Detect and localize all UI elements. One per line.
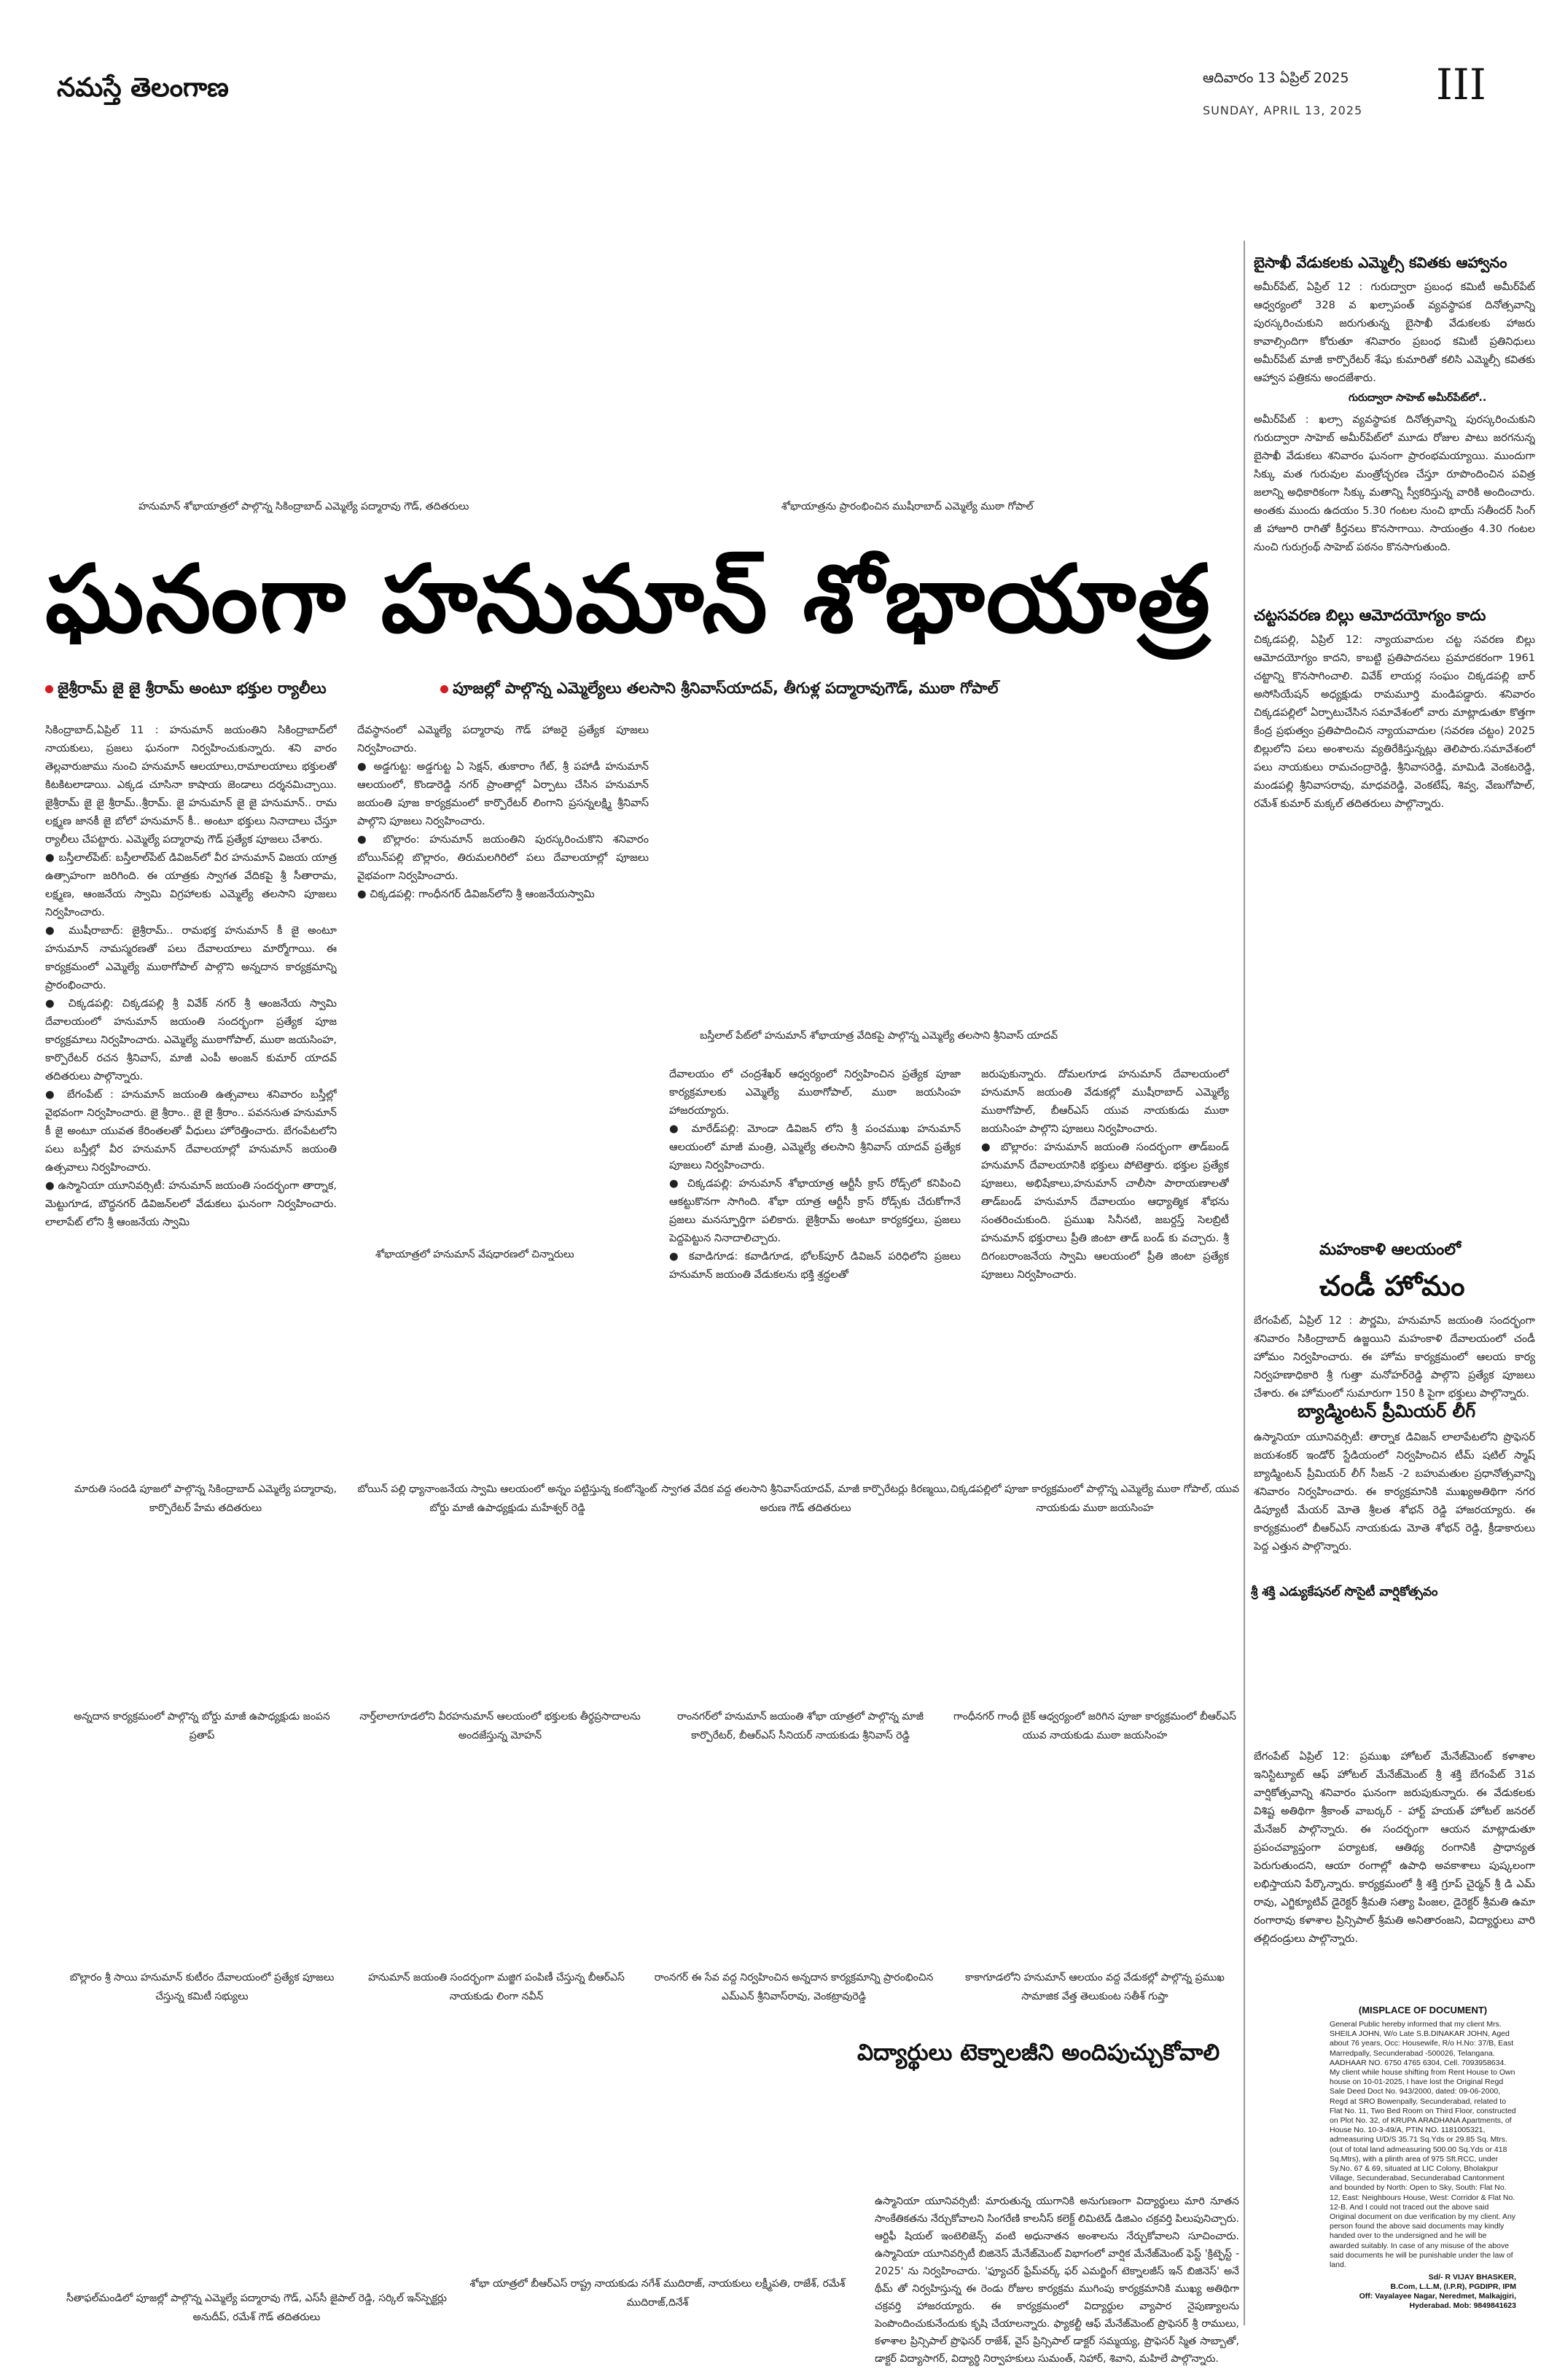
side-story1-body2: అమీర్‌పేట్ : ఖల్సా వ్యవస్థాపక దినోత్సవాన్ని పురస్కరించుకుని గురుద్వారా సాహెబ్ అమీర్‌పేట్‌లో మూడు రోజుల పాటు జరగనున్న బైసాఖీ వేడుకలు శనివారం ఘనంగా ప్రారంభమయ్యాయి. ముందుగా సిక్కు మత గురువుల మంత్రోచ్ఛరణ చేస్తూ రూపొందించిన పవిత్ర జలాన్ని అధికారికంగా సిక్కు మతాన్ని స్వీకరిస్తున్న వారికి అందించారు. అంతకు ముందు ఉదయం 5.30 గంటల నుంచి భాయ్ సతీందర్ సింగ్ జీ హాజూరి రాగితో కీర్తనలు కొనసాగాయి. సాయంత్రం 4.30 గంటల నుంచి గురుగ్రంథ్ సాహెబ్ పఠనం కొనసాగుతుంది. (1254, 414, 1535, 553)
photo-row1-caption-4: చిక్కడపల్లిలో పూజా కార్యక్రమంలో పాల్గొన్న ఎమ్మెల్యే ముఠా గోపాల్, యువ నాయకుడు ముఠా జయసింహ (950, 1483, 1240, 1514)
date-english: SUNDAY, APRIL 13, 2025 (1203, 104, 1363, 117)
photo-row2-caption-4: గాంధీనగర్ గాంధీ బైక్ ఆధ్వర్యంలో జరిగిన పూజా కార్యక్రమంలో బీఆర్‌ఎస్ యువ నాయకుడు ముఠా జయసింహ (953, 1711, 1236, 1741)
notice-body: General Public hereby informed that my client Mrs. SHEILA JOHN, W/o Late S.B.DINAKAR JOHN, Aged about 76 years, Occ: Housewife, R/o H.No: 37/B, East Marredpally, Secunderabad -500026, Telangana. AADHAAR NO. 6750 4765 6304, Cell. 7093958634. My client while house shifting from Rent House to Own house on 10-01-2025, I have lost the Original Regd Sale Deed Doct No. 943/2000, dated: 09-06-2000, Regd at SRO Bowenpally, Secunderabad, related to Flat No. 11, Two Bed Room on Third Floor, constructed on Plot No. 32, of KRUPA ARADHANA Apartments, of House No. 10-3-49/A, PTIN NO. 1181005321, admeasuring U/D/S 35.71 Sq.Yds or 29.85 Sq. Mtrs.(out of total land admeasuring 500.00 Sq.Yds or 418 Sq.Mtrs), with a plinth area of 975 Sft.RCC, under Sy.No. 67 & 69, situated at LIC Colony, Bholakpur Village, Secunderabad, Secunderabad Cantonment and bounded by North: Open to Sky, South: Flat No. 12, East: Neighbours House, West: Corridor & Flat No. 12-B. And I could not traced out the above said Original document on due verification by my client. Any person found the above said documents may kindly handed over to the undersigned and he will be awarded suitably. In case of any misuse of the above said documents he will be punishable under the law of land. (1330, 2020, 1516, 2270)
column-separator (1244, 241, 1245, 2325)
photo-row2-caption-3: రాంనగర్‌లో హనుమాన్ జయంతి శోభా యాత్రలో పాల్గొన్న మాజీ కార్పొరేటర్, బీఆర్‌ఎస్ సీనియర్ నాయకుడు శ్రీనివాస్ రెడ్డి (677, 1711, 924, 1741)
side-story4-body: ఉస్మానియా యూనివర్సిటీ: తార్నాక డివిజన్ లాలాపేటలోని ప్రొఫెసర్ జయశంకర్ ఇండోర్ స్టేడియంలో నిర్వహించిన టీమ్ షటిల్ స్మాష్ బ్యాడ్మింటన్ ప్రీమియర్ లీగ్ సీజన్ -2 బహుమతుల ప్రధానోత్సవాన్ని శనివారం నిర్వహించారు. ఈ కార్యక్రమానికి ముఖ్యఅతిథిగా నగర డిప్యూటీ మేయర్ మోతె శ్రీలత శోభన్ రెడ్డి హాజరయ్యారు. ఈ కార్యక్రమంలో బీఆర్‌ఎస్ నాయకుడు మోతె శోభన్ రెడ్డి, క్రీడాకారులు పెద్ద ఎత్తున పాల్గొన్నారు. (1254, 1432, 1535, 1553)
side-story5-headline: శ్రీ శక్తి ఎడ్యుకేషనల్ సొసైటీ వార్షికోత్సవం (1251, 1585, 1438, 1599)
paper-name: నమస్తే తెలంగాణ (57, 73, 229, 103)
side-story1-subhead: గురుద్వారా సాహెబ్ అమీర్‌పేట్‌లో.. (1349, 392, 1487, 404)
photo-row4-caption-2: శోభా యాత్రలో బీఆర్‌ఎస్ రాష్ట్ర నాయకుడు నగేశ్ ముదిరాజ్, నాయకులు లక్ష్మీపతి, రాజేశ్, రమేశ్ ముదిరాజ్,దినేశ్ (469, 2278, 846, 2309)
bottom-story-body: ఉస్మానియా యూనివర్సిటీ: మారుతున్న యుగానికి అనుగుణంగా విద్యార్థులు మారి నూతన సాంకేతికతను నేర్చుకోవాలని సింగరేణి కాలనీస్ కలెక్ట్ లిమిటెడ్ డిజిఎం చక్రవర్తి పిలుపునిచ్చారు. ఆర్టిఫీ షియల్ ఇంటెలిజెన్స్ వంటి అధునాతన అంశాలను నేర్చుకోవాలని సూచించారు. ఉస్మానియా యూనివర్సిటీ బిజినెస్ మేనేజ్‌మెంట్ విభాగంలో వార్షిక మేనేజ్‌మెంట్ ఫెస్ట్ 'క్రిట్ఫెస్ట్ - 2025' ను నిర్వహించారు. 'ఫ్యూచర్ ఫ్రేమ్‌వర్క్ ఫర్ ఎమర్జింగ్ టెక్నాలజీస్ ఇన్ బిజినెస్' అనే థీమ్ తో నిర్వహిస్తున్న ఈ రెండు రోజుల కార్యక్రమ ముగింపు కార్యక్రమానికి ముఖ్య అతిథిగా చక్రవర్తి హాజరయ్యారు. ఈ కార్యక్రమంలో విద్యార్థుల వ్యాపార నైపుణ్యాలను పెంపొందించుకునేందుకు కృషి చేయాలన్నారు. ఫ్యాకల్టీ ఆఫ్ మేనేజ్‌మెంట్ ప్రొఫెసర్ శ్రీ రాములు, కళాశాల ప్రిన్సిపాల్ ప్రొఫెసర్ రాజేశ్, వైస్ ప్రిన్సిపాల్ డాక్టర్ సమ్మయ్య, ప్రొఫెసర్ స్మిత సాబ్బాతో, డాక్టర్ విద్యాసాగర్, విద్యార్థి నిర్వాహకులు సుమంత్, నిహార్, శివాని, మహిలే పాల్గొన్నారు. (875, 2196, 1239, 2365)
notice-title: (MISPLACE OF DOCUMENT) (1358, 2005, 1488, 2016)
photo-row1-caption-3: స్వాగత వేదిక వద్ద తలసాని శ్రీనివాస్‌యాదవ్, మాజీ కార్పొరేటర్లు కిరణ్మయి, అరుణ గౌడ్ తదితరులు (661, 1483, 950, 1514)
bullet-dot (440, 685, 448, 693)
photo-row3-caption-1: బొల్లారం శ్రీ సాయి హనుమాన్ కుటీరం దేవాలయంలో ప్రత్యేక పూజలు చేస్తున్న కమిటీ సభ్యులు (69, 1972, 335, 2002)
date-telugu: ఆదివారం 13 ఏప్రిల్ 2025 (1203, 70, 1349, 86)
bottom-story-headline: విద్యార్థులు టెక్నాలజీని అందిపుచ్చుకోవాలి (857, 2040, 1220, 2066)
main-story-col3: దేవాలయం లో చంద్రశేఖర్ ఆధ్వర్యంలో నిర్వహించిన ప్రత్యేక పూజా కార్యక్రమాలకు ఎమ్మెల్యే ముఠాగోపాల్, ముఠా జయసింహ హాజరయ్యారు. ● మారేడ్‌పల్లి: మోండా డివిజన్ లోని శ్రీ పంచముఖ హనుమాన్ ఆలయంలో మాజీ మంత్రి, ఎమ్మెల్యే తలసాని శ్రీనివాస్ యాదవ్ ప్రత్యేక పూజలు నిర్వహించారు. ● చిక్కడపల్లి: హనుమాన్ శోభాయాత్ర ఆర్టీసీ క్రాస్ రోడ్స్‌లో కనిపించి ఆకట్టుకొనగా సాగింది. శోభా యాత్ర ఆర్టీసీ క్రాస్ రోడ్స్‌కు చేరుకోగానే ప్రజలు మనస్ఫూర్తిగా పలికారు. జైశ్రీరామ్ అంటూ కార్యకర్తలు, ప్రజలు పెద్దపెట్టున నినాదాలిచ్చారు. ● కవాడిగూడ: కవాడిగూడ, భోలక్‌పూర్ డివిజన్ పరిధిలోని ప్రజలు హనుమాన్ జయంతి వేడుకలను భక్తి శ్రద్ధలతో (669, 1069, 961, 1281)
photo-row4-caption-1: సీతాఫల్‌మండిలో పూజల్లో పాల్గొన్న ఎమ్మెల్యే పద్మారావు గౌడ్, ఎస్‌సీ జైపాల్ రెడ్డి, సర్కిల్ ఇన్‌స్పెక్టర్లు అనుదీప్, రమేశ్ గౌడ్ తదితరులు (66, 2293, 448, 2323)
masthead (0, 0, 1557, 146)
notice-signature: Sd/- R VIJAY BHASKER, B.Com, L.L.M, (I.P.R), PGDIPR, IPM Off: Vayalayee Nagar, Neredmet, Malkajgiri, Hyderabad. Mob: 9849841623 (1359, 2273, 1516, 2311)
main-story-col1: సికింద్రాబాద్,ఏప్రిల్ 11 : హనుమాన్ జయంతిని సికింద్రాబాద్‌లో నాయకులు, ప్రజలు ఘనంగా నిర్వహించుకున్నారు. శని వారం తెల్లవారుజాము నుంచి హనుమాన్ ఆలయాలు,రామాలయాలు భక్తులతో కిటకిటలాడాయి. ఎక్కడ చూసినా కాషాయ జెండాలు దర్శనమిచ్చాయి. జైశ్రీరామ్ జై జై శ్రీరామ్..శ్రీరామ్. జై హనుమాన్ జై జై హనుమాన్.. రామ లక్ష్మణ జానకీ జై బోలో హనుమాన్ కీ.. అంటూ భక్తులు నినాదాలు చేస్తూ ర్యాలీలు చేపట్టారు. ఎమ్మెల్యే పద్మారావు గౌడ్ ప్రత్యేక పూజలు చేశారు. ● బస్తీలాల్‌పేట్: బస్తీలాల్‌పేట్ డివిజన్‌లో వీర హనుమాన్ విజయ యాత్ర ఉత్సాహంగా జరిగింది. ఈ యాత్రకు స్వాగత వేదికపై శ్రీ సీతారామ, లక్ష్మణ, ఆంజనేయ స్వామి విగ్రహాలకు ఎమ్మెల్యే తలసాని పూజలు నిర్వహించారు. ● ముషీరాబాద్: జైశ్రీరామ్.. రామభక్త హనుమాన్ కీ జై అంటూ హనుమాన్ నామస్మరణతో పలు దేవాలయాలు మార్మోగాయి. ఈ కార్యక్రమంలో ఎమ్మెల్యే ముఠాగోపాల్ పాల్గొని అన్నదాన కార్యక్రమాన్ని ప్రారంభించారు. ● చిక్కడపల్లి: చిక్కడపల్లి శ్రీ వివేక్ నగర్ శ్రీ ఆంజనేయ స్వామి దేవాలయంలో హనుమాన్ జయంతి సందర్భంగా ప్రత్యేక పూజ కార్యక్రమాలు నిర్వహించారు. ఎమ్మెల్యే ముఠాగోపాల్, ముఠా జయసింహ, కార్పొరేటర్ రచన శ్రీనివాస్, మాజీ ఎంపీ అంజన్ కుమార్ యాదవ్ తదితరులు పాల్గొన్నారు. ● బేగంపేట్ : హనుమాన్ జయంతి ఉత్సవాలు శనివారం బస్తీల్లో వైభవంగా నిర్వహించారు. జై శ్రీరాం.. జై జై శ్రీరాం.. పవనసుత హనుమాన్ కీ జై అంటూ యువత కేరింతలతో వీధులు హోరెత్తించారు. బేగంపేటలోని పలు బస్తీల్లో వీర హనుమాన్ దేవాలయాల్లో హనుమాన్ జయంతి ఉత్సవాలు నిర్వహించారు. ● ఉస్మానియా యూనివర్సిటీ: హనుమాన్ జయంతి సందర్భంగా తార్నాక, మెట్టుగూడ, బౌద్ధనగర్ డివిజన్‌లలో వేడుకలు ఘనంగా నిర్వహించారు. లాలాపేట్ లోని శ్రీ ఆంజనేయ స్వామి (45, 725, 337, 1228)
side-story3-kicker: మహంకాళి ఆలయంలో (1319, 1241, 1461, 1259)
main-story-col2: దేవస్థానంలో ఎమ్మెల్యే పద్మారావు గౌడ్ హాజరై ప్రత్యేక పూజలు నిర్వహించారు. ● అడ్డగుట్ట: అడ్డగుట్ట ఏ సెక్షన్, తుకారాం గేట్, శ్రీ పహాడీ హనుమాన్ ఆలయంలో, కొండారెడ్డి నగర్ ప్రాంతాల్లో ఏర్పాటు చేసిన హనుమాన్ జయంతి పూజ కార్యక్రమంలో కార్పొరేటర్ లింగాని ప్రసన్నలక్ష్మి శ్రీనివాస్ పాల్గొని పూజలు నిర్వహించారు. ● బొల్లారం: హనుమాన్ జయంతిని పురస్కరించుకొని శనివారం బోయిన్‌పల్లి బొల్లారం, తిరుమలగిరిలో పలు దేవాలయాల్లో పూజలు వైభవంగా నిర్వహించారు. ● చిక్కడపల్లి: గాంధీనగర్ డివిజన్‌లోని శ్రీ ఆంజనేయస్వామి (357, 725, 649, 900)
subhead-left: జైశ్రీరామ్ జై జై శ్రీరామ్ అంటూ భక్తుల ర్యాలీలు (58, 679, 327, 697)
main-story-col2-cont (357, 1267, 649, 1287)
side-story1-headline: బైసాఖీ వేడుకలకు ఎమ్మెల్సీ కవితకు ఆహ్వానం (1254, 254, 1507, 271)
side-story1-body: అమీర్‌పేట్, ఏప్రిల్ 12 : గురుద్వారా ప్రబంధ కమిటీ అమీర్‌పేట్ ఆధ్వర్యంలో 328 వ ఖల్సాపంత్ వ్యవస్థాపక దినోత్సవాన్ని పురస్కరించుకుని జరుగుతున్న బైసాఖీ వేడుకలకు హాజరు కావాల్సిందిగా కోరుతూ శనివారం ప్రబంధ కమిటీ ప్రతినిధులు అమీర్‌పేట్ మాజీ కార్పొరేటర్ శేషు కుమారితో కలిసి ఎమ్మెల్సీ కవితకు ఆహ్వాన పత్రికను అందజేశారు. (1254, 281, 1535, 384)
photo-row2-caption-1: అన్నదాన కార్యక్రమంలో పాల్గొన్న బోర్డు మాజీ ఉపాధ్యక్షుడు జంపన ప్రతాప్ (74, 1711, 330, 1741)
main-headline: ఘనంగా హనుమాన్ శోభాయాత్ర (45, 545, 1212, 654)
photo-row3-caption-2: హనుమాన్ జయంతి సందర్భంగా మజ్జిగ పంపిణీ చేస్తున్న బీఆర్‌ఎస్ నాయకుడు లింగా నవీన్ (368, 1972, 625, 2002)
side-story2-body: చిక్కడపల్లి, ఏప్రిల్ 12: న్యాయవాదుల చట్ట సవరణ బిల్లు ఆమోదయోగ్యం కాదని, కాబట్టి ప్రతిపాదనలు ప్రమాదకరంగా 1961 చట్టాన్ని కొనసాగించాలి. వివేక్ లాయర్ల సంఘం చిక్కడపల్లి బార్ అసోసియేషన్ అధ్యక్షుడు రామమూర్తి మండిపడ్డారు. శనివారం చిక్కడపల్లిలో ఏర్పాటుచేసిన సమావేశంలో వారు మాట్లాడుతూ కొత్తగా కేంద్ర ప్రభుత్వం ప్రతిపాదించిన న్యాయవాదుల (సవరణ చట్టం) 2025 బిల్లులోని పలు అంశాలను వ్యతిరేకిస్తున్నట్లు తెలిపారు.సమావేశంలో పలు నాయకులు రామచంద్రారెడ్డి, శ్రీనివాసరెడ్డి, మామిడి వెంకటరెడ్డి, మండపల్లి శ్రీనివాసరావు, మాధవరెడ్డి, వెంకటేష్, శివ్వ, వేణుగోపాల్, రమేశ్ కుమార్ మక్కల్ తదితరులు పాల్గొన్నారు. (1254, 634, 1535, 810)
photo-row1-caption-1: మారుతి సందడి పూజలో పాల్గొన్న సికింద్రాబాద్ ఎమ్మెల్యే పద్మారావు, కార్పొరేటర్ హేమ తదితరులు (74, 1483, 337, 1514)
caption-shobhayatra-kids: శోభాయాత్రలో హనుమాన్ వేషధారణలో చిన్నారులు (375, 1249, 574, 1260)
legal-notice (1330, 2005, 1516, 2362)
page-number: III (1436, 60, 1486, 109)
side-story3-body: బేగంపేట్, ఏప్రిల్ 12 : పౌర్ణమి, హనుమాన్ జయంతి సందర్భంగా శనివారం సికింద్రాబాద్ ఉజ్జయిని మహంకాళి దేవాలయంలో చండీ హోమం నిర్వహించారు. ఈ హోమ కార్యక్రమంలో ఆలయ కార్య నిర్వహణాధికారి శ్రీ గుత్తా మనోహర్‌రెడ్డి పాల్గొని ప్రత్యేక పూజలు చేశారు. ఈ హోమంలో సుమారుగా 150 కి పైగా భక్తులు పాల్గొన్నారు. (1254, 1315, 1535, 1400)
top-photo-caption-left: హనుమాన్ శోభాయాత్రలో పాల్గొన్న సికింద్రాబాద్ ఎమ్మెల్యే పద్మారావు గౌడ్, తదితరులు (138, 501, 469, 512)
caption-bastilalpet: బస్తీలాల్ పేట్‌లో హనుమాన్ శోభాయాత్ర వేదికపై పాల్గొన్న ఎమ్మెల్యే తలసాని శ్రీనివాస్ యాదవ్ (700, 1030, 1058, 1042)
side-story5-body: బేగంపేట్ ఏప్రిల్ 12: ప్రముఖ హోటల్ మేనేజ్‌మెంట్ కళాశాల ఇనిస్టిట్యూట్ ఆఫ్ హోటల్ మేనేజ్‌మెంట్ శ్రీ శక్తి బేగంపేట్ 31వ వార్షికోత్సవాన్ని శనివారం ఘనంగా జరుపుకున్నారు. ఈ వేడుకలకు విశిష్ట అతిథిగా శ్రీకాంత్ వాబర్కర్ - హార్ట్ హయత్ హోటల్ జనరల్ మేనేజర్ పాల్గొన్నారు. ఈ సందర్భంగా ఆయన మాట్లాడుతూ ప్రపంచవ్యాప్తంగా పర్యాటక, ఆతిథ్య రంగానికి ప్రాధాన్యత పెరుగుతుందని, ఆయా రంగాల్లో ఉపాధి అవకాశాలు పుష్కలంగా లభిస్తాయని పేర్కొన్నారు. కార్యక్రమంలో శ్రీ శక్తి గ్రూప్ చైర్మన్ శ్రీ డి ఎమ్ రావు, ఎగ్జిక్యూటివ్ డైరెక్టర్ శ్రీమతి సత్యా పింజల, డైరెక్టర్ శ్రీమతి ఉమా రంగారావు కళాశాల ప్రిన్సిపాల్ శ్రీమతి అనితారంజని, విద్యార్థులు వారి తల్లిదండ్రులు పాల్గొన్నారు. (1254, 1751, 1535, 1945)
photo-row3-caption-4: కాకాగూడలోని హనుమాన్ ఆలయం వద్ద వేడుకల్లో పాల్గొన్న ప్రముఖ సామాజిక వేత్త తెలుకుంట సతీశ్ గుప్తా (965, 1972, 1225, 2002)
bullet-dot (45, 685, 53, 693)
subhead-left-wrapper (45, 679, 327, 701)
subhead-right-wrapper (440, 679, 998, 701)
subhead-right: పూజల్లో పాల్గొన్న ఎమ్మెల్యేలు తలసాని శ్రీనివాస్‌యాదవ్, తీగుళ్ల పద్మారావుగౌడ్, ముఠా గోపాల్ (453, 679, 999, 697)
side-story2-headline: చట్టసవరణ బిల్లు ఆమోదయోగ్యం కాదు (1254, 606, 1486, 624)
photo-row3-caption-3: రాంనగర్ ఈ సేవ వద్ద నిర్వహించిన అన్నదాన కార్యక్రమాన్ని ప్రారంభించిన ఎమ్‌ఎన్ శ్రీనివాస్‌రావు, వెంకట్రావురెడ్డి (654, 1972, 934, 2002)
side-story4-headline: బ్యాడ్మింటన్ ప్రీమియర్ లీగ్ (1298, 1401, 1476, 1421)
side-story3-headline: చండీ హోమం (1319, 1270, 1465, 1302)
top-photo-caption-right: శోభాయాత్రను ప్రారంభించిన ముషీరాబాద్ ఎమ్మెల్యే ముఠా గోపాల్ (781, 501, 1034, 512)
photo-row1-caption-2: బోయిన్ పల్లి ధ్యానాంజనేయ స్వామి ఆలయంలో అన్నం పట్టిస్తున్న కంటోన్మెంట్ బోర్డు మాజీ ఉపాధ్యక్షుడు మహేశ్వర్ రెడ్డి (357, 1483, 657, 1514)
photo-row2-caption-2: నార్త్‌లాలాగూడలోని వీరహనుమాన్ ఆలయంలో భక్తులకు తీర్థప్రసాదాలను అందజేస్తున్న మోహన్ (359, 1711, 641, 1741)
main-story-col4: జరుపుకున్నారు. దోమలగూడ హనుమాన్ దేవాలయంలో హనుమాన్ జయంతి వేడుకల్లో ముషీరాబాద్ ఎమ్మెల్యే ముఠాగోపాల్, బీఆర్‌ఎస్ యువ నాయకుడు ముఠా జయసింహ పాల్గొని పూజలు నిర్వహించారు. ● బొల్లారం: హనుమాన్ జయంతి సందర్భంగా తాడ్‌బండ్ హనుమాన్ దేవాలయానికి భక్తులు పోటెత్తారు. భక్తుల ప్రత్యేక పూజలు, అభిషేకాలు,హనుమాన్ చాలీసా పారాయణాలతో తాడ్‌బండ్ హనుమాన్ దేవాలయం ఆధ్యాత్మిక శోభను సంతరించుకుంది. ప్రముఖ సినీనటి, జబర్దస్త్ సెలబ్రిటీ హనుమాన్ భక్తురాలు ప్రీతి జింటా తాడ్ బండ్ కు వచ్చారు. శ్రీ దిగంబరాంజనేయ స్వామి ఆలయంలో ప్రీతి జింటా ప్రత్యేక పూజలు నిర్వహించారు. (981, 1069, 1229, 1281)
